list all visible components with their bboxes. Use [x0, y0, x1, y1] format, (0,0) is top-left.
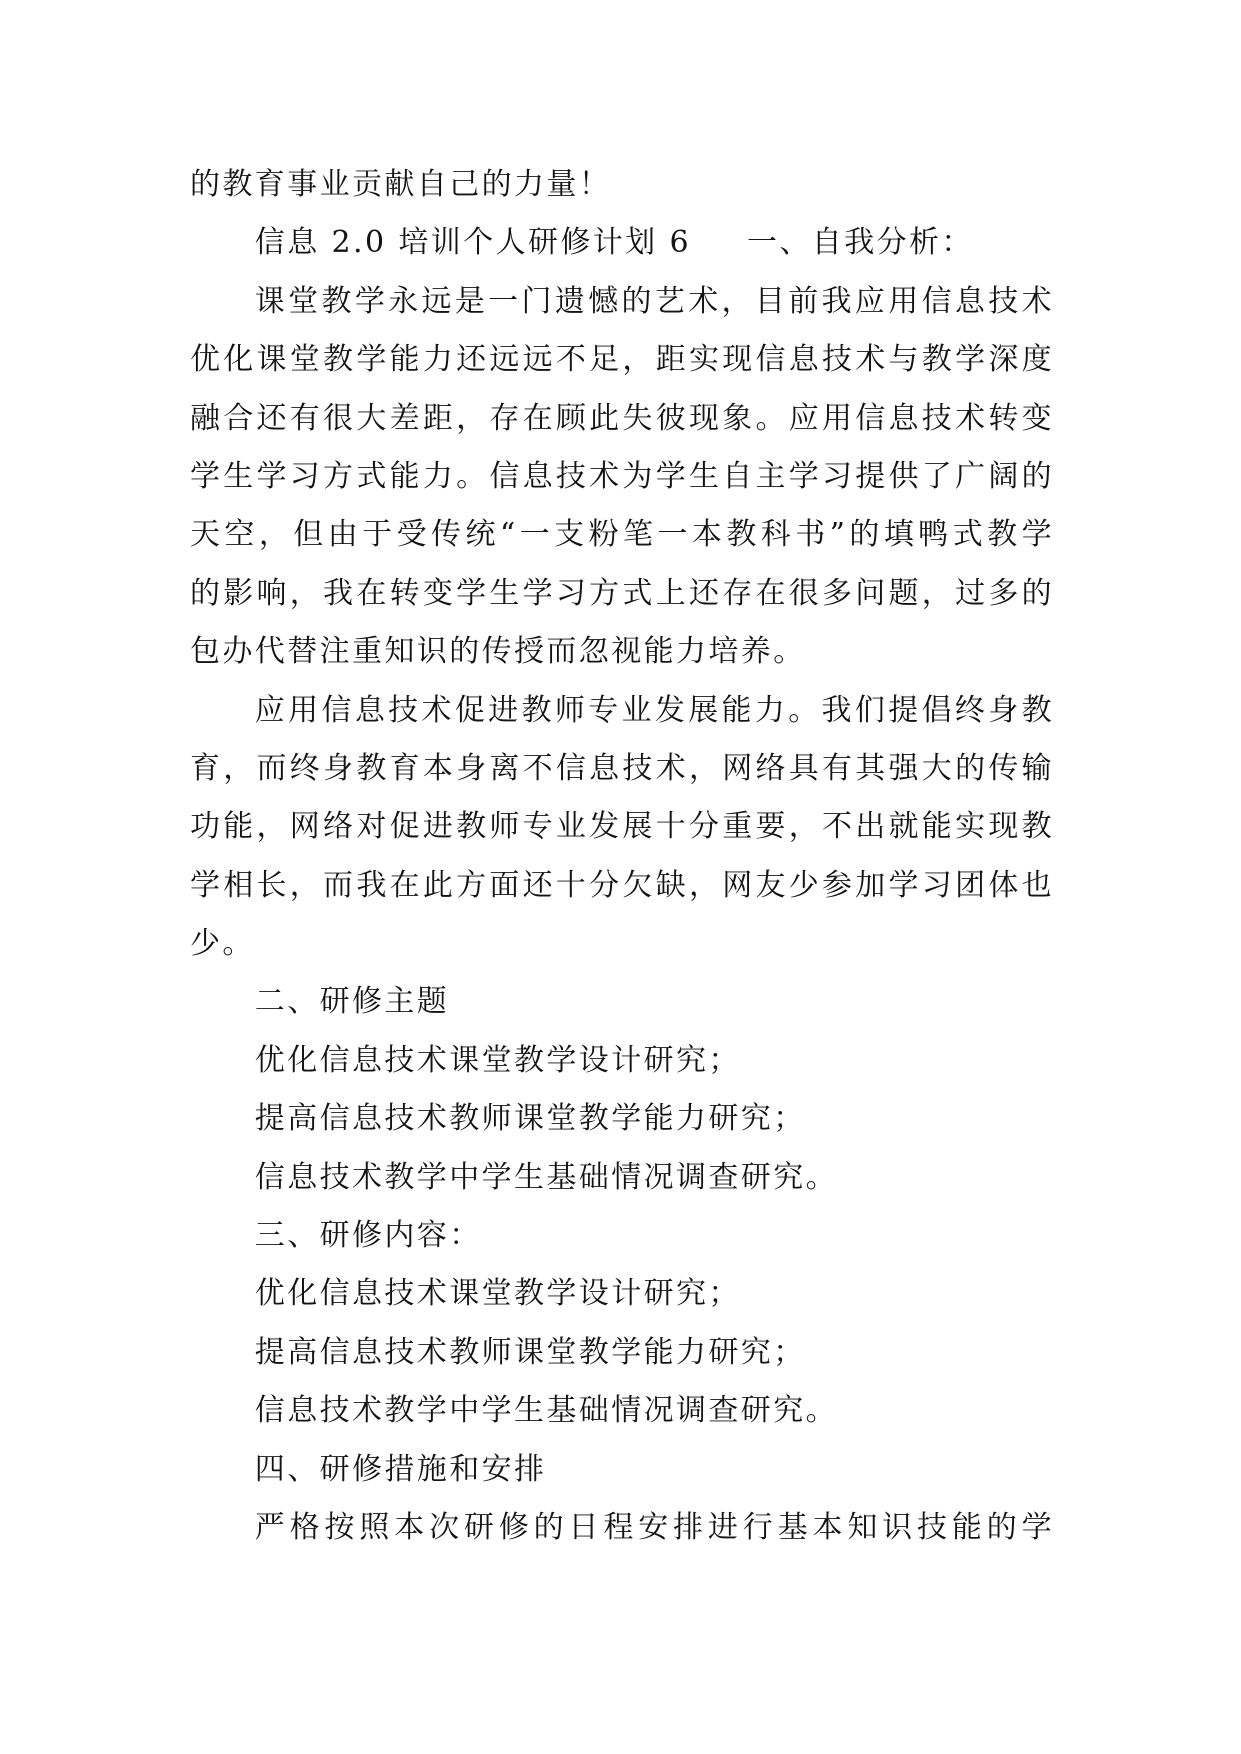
paragraph-line: 课堂教学永远是一门遗憾的艺术，目前我应用信息技术: [254, 283, 1054, 319]
paragraph-line: 的教育事业贡献自己的力量！: [190, 167, 612, 202]
paragraph-line: 优化课堂教学能力还远远不足，距实现信息技术与教学深度: [190, 342, 1054, 378]
paragraph-line: 包办代替注重知识的传授而忽视能力培养。: [190, 634, 806, 670]
list-item: 优化信息技术课堂教学设计研究；: [254, 1042, 741, 1078]
list-item: 信息技术教学中学生基础情况调查研究。: [254, 1393, 838, 1429]
list-item: 优化信息技术课堂教学设计研究；: [254, 1276, 741, 1312]
section-heading: 二、研修主题: [254, 984, 450, 1020]
paragraph-line: 应用信息技术促进教师专业发展能力。我们提倡终身教: [254, 692, 1054, 728]
paragraph-line: 学生学习方式能力。信息技术为学生自主学习提供了广阔的: [190, 458, 1054, 494]
paragraph-line: 的影响，我在转变学生学习方式上还存在很多问题，过多的: [190, 575, 1054, 611]
plan-title: 信息 2.0 培训个人研修计划 6: [254, 225, 692, 261]
paragraph-line: 天空，但由于受传统“一支粉笔一本教科书”的填鸭式教学: [190, 517, 1054, 553]
list-item: 提高信息技术教师课堂教学能力研究；: [254, 1334, 806, 1370]
paragraph-line: 功能，网络对促进教师专业发展十分重要，不出就能实现教: [190, 809, 1054, 845]
section-heading: 三、研修内容：: [254, 1218, 482, 1254]
paragraph-line: 少。: [190, 926, 255, 962]
section-heading: 四、研修措施和安排: [254, 1451, 547, 1487]
paragraph-line: 严格按照本次研修的日程安排进行基本知识技能的学: [254, 1509, 1054, 1545]
paragraph-line: 融合还有很大差距，存在顾此失彼现象。应用信息技术转变: [190, 400, 1054, 436]
list-item: 信息技术教学中学生基础情况调查研究。: [254, 1159, 838, 1195]
section-heading: 一、自我分析：: [747, 225, 974, 261]
list-item: 提高信息技术教师课堂教学能力研究；: [254, 1101, 806, 1137]
plan-title-line: [190, 214, 1054, 272]
document-body: [190, 156, 1054, 1557]
paragraph-line: 学相长，而我在此方面还十分欠缺，网友少参加学习团体也: [190, 867, 1054, 903]
paragraph-line: 育，而终身教育本身离不信息技术，网络具有其强大的传输: [190, 750, 1054, 786]
